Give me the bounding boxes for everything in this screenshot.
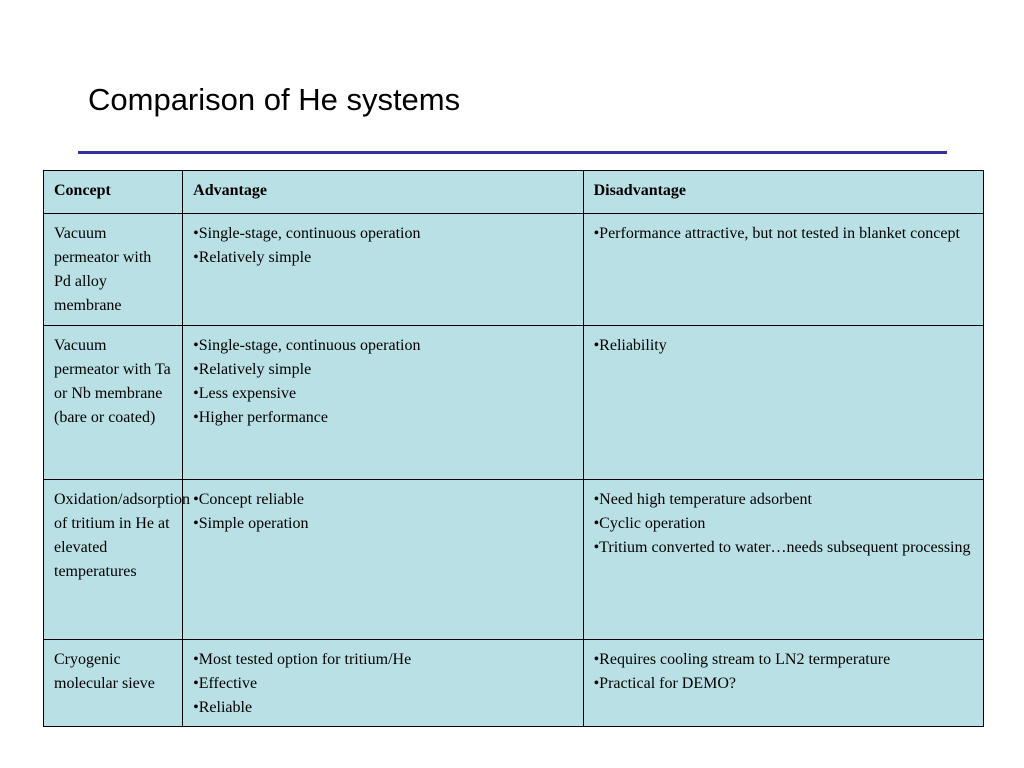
- advantage-item: •Concept reliable: [193, 491, 305, 508]
- comparison-table: [43, 170, 984, 727]
- advantage-item: •Single-stage, continuous operation: [193, 337, 421, 354]
- advantage-item: •Effective: [193, 675, 258, 692]
- disadvantage-item: •Need high temperature adsorbent: [593, 491, 812, 508]
- advantage-item: •Reliable: [193, 699, 253, 716]
- disadvantage-cell: [583, 640, 983, 727]
- table-row: [44, 214, 984, 326]
- table-row: [44, 640, 984, 727]
- advantage-cell: [183, 326, 583, 480]
- header-concept: Concept: [44, 171, 183, 214]
- table-header-row: [44, 171, 984, 214]
- slide-title: Comparison of He systems: [88, 82, 461, 117]
- advantage-item: •Higher performance: [193, 409, 329, 426]
- concept-cell: Oxidation/adsorption of tritium in He at elevated temperatures: [44, 480, 183, 640]
- disadvantage-item: •Practical for DEMO?: [593, 675, 736, 692]
- disadvantage-cell: [583, 214, 983, 326]
- table-row: [44, 480, 984, 640]
- disadvantage-cell: [583, 480, 983, 640]
- concept-cell: Cryogenic molecular sieve: [44, 640, 183, 727]
- advantage-cell: [183, 480, 583, 640]
- disadvantage-item: •Reliability: [593, 337, 667, 354]
- table-row: [44, 326, 984, 480]
- advantage-item: •Relatively simple: [193, 249, 312, 266]
- advantage-item: •Single-stage, continuous operation: [193, 225, 421, 242]
- disadvantage-cell: [583, 326, 983, 480]
- advantage-cell: [183, 214, 583, 326]
- disadvantage-item: •Cyclic operation: [593, 515, 706, 532]
- header-disadvantage: Disadvantage: [583, 171, 983, 214]
- advantage-item: •Most tested option for tritium/He: [193, 651, 412, 668]
- header-advantage: Advantage: [183, 171, 583, 214]
- advantage-item: •Less expensive: [193, 385, 297, 402]
- concept-cell: Vacuum permeator with Ta or Nb membrane (bare or coated): [44, 326, 183, 480]
- title-underline: [78, 151, 947, 154]
- disadvantage-item: •Performance attractive, but not tested in blanket concept: [593, 225, 960, 242]
- advantage-item: •Simple operation: [193, 515, 309, 532]
- concept-cell: Vacuum permeator with Pd alloy membrane: [44, 214, 183, 326]
- disadvantage-item: •Tritium converted to water…needs subsequent processing: [593, 539, 971, 556]
- disadvantage-item: •Requires cooling stream to LN2 termperature: [593, 651, 891, 668]
- advantage-item: •Relatively simple: [193, 361, 312, 378]
- advantage-cell: [183, 640, 583, 727]
